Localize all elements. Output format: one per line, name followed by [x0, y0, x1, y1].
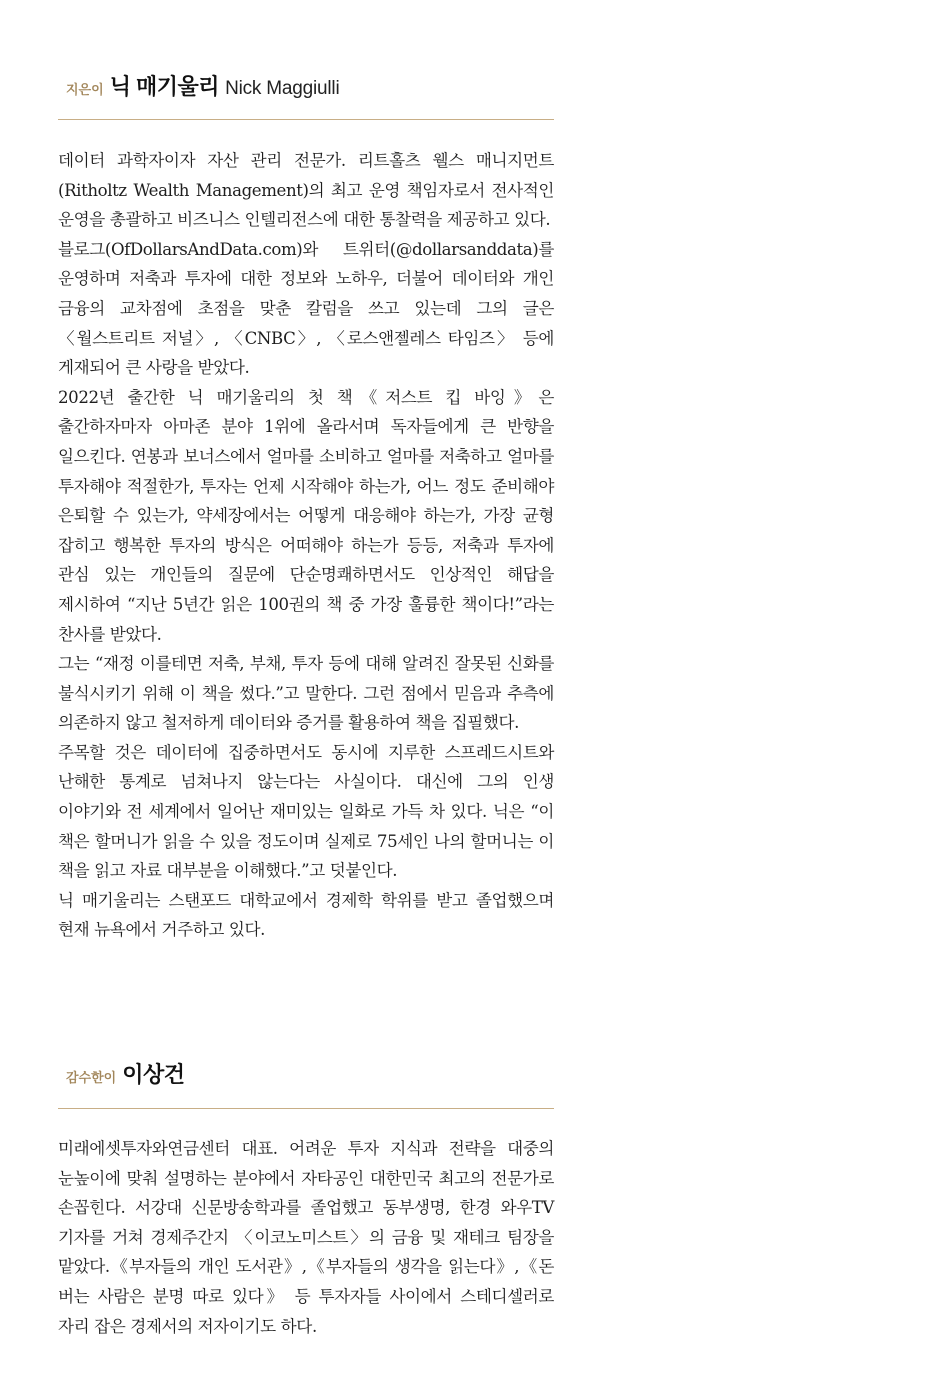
- author-bio-paragraph: 주목할 것은 데이터에 집중하면서도 동시에 지루한 스프레드시트와 난해한 통계로 넘쳐나지 않는다는 사실이다. 대신에 그의 인생 이야기와 전 세계에서 일어난 재미있는 일화로 가득 차 있다. 닉은 “이 책은 할머니가 읽을 수 있을 정도이며 실제로 75세인 나의 할머니는 이 책을 읽고 자료 대부분을 이해했다.”고 덧붙인다.: [58, 742, 554, 881]
- author-name-korean: 닉 매기울리: [109, 74, 220, 99]
- author-bio-paragraph: 닉 매기울리는 스탠포드 대학교에서 경제학 학위를 받고 졸업했으며 현재 뉴욕에서 거주하고 있다.: [58, 890, 554, 940]
- supervisor-header: [58, 1058, 554, 1089]
- author-bio-paragraph: 2022년 출간한 닉 매기울리의 첫 책《저스트 킵 바잉》은 출간하자마자 아마존 분야 1위에 올라서며 독자들에게 큰 반향을 일으킨다. 연봉과 보너스에서 얼마를 소비하고 얼마를 저축하고 얼마를 투자해야 적절한가, 투자는 언제 시작해야 하는가, 어느 정도 준비해야 은퇴할 수 있는가, 약세장에서는 어떻게 대응해야 하는가, 가장 균형 잡히고 행복한 투자의 방식은 어떠해야 하는가 등등, 저축과 투자에 관심 있는 개인들의 질문에 단순명쾌하면서도 인상적인 해답을 제시하여 “지난 5년간 읽은 100권의 책 중 가장 훌륭한 책이다!”라는 찬사를 받았다.: [58, 387, 554, 644]
- supervisor-divider: [58, 1108, 554, 1109]
- author-bio-paragraph: 데이터 과학자이자 자산 관리 전문가. 리트홀츠 웰스 매니지먼트(Ritholtz Wealth Management)의 최고 운영 책임자로서 전사적인 운영을 총괄하고 비즈니스 인텔리전스에 대한 통찰력을 제공하고 있다.: [58, 151, 554, 230]
- author-bio: [58, 146, 554, 945]
- author-header: [58, 70, 554, 101]
- supervisor-role-label: 감수한이: [66, 1070, 117, 1085]
- author-bio-paragraph: 블로그(OfDollarsAndData.com)와 트위터(@dollarsanddata)를 운영하며 저축과 투자에 대한 정보와 노하우, 더불어 데이터와 개인 금융의 교차점에 초점을 맞춘 칼럼을 쓰고 있는데 그의 글은 〈월스트리트 저널〉, 〈CNBC〉, 〈로스앤젤레스 타임즈〉 등에 게재되어 큰 사랑을 받았다.: [58, 239, 554, 378]
- supervisor-bio-paragraph: 미래에셋투자와연금센터 대표. 어려운 투자 지식과 전략을 대중의 눈높이에 맞춰 설명하는 분야에서 자타공인 대한민국 최고의 전문가로 손꼽힌다. 서강대 신문방송학과를 졸업했고 동부생명, 한경 와우TV 기자를 거쳐 경제주간지 〈이코노미스트〉의 금융 및 재테크 팀장을 맡았다.《부자들의 개인 도서관》,《부자들의 생각을 읽는다》,《돈 버는 사람은 분명 따로 있다》 등 투자자들 사이에서 스테디셀러로 자리 잡은 경제서의 저자이기도 하다.: [58, 1139, 554, 1336]
- supervisor-name-korean: 이상건: [122, 1062, 185, 1087]
- author-role-label: 지은이: [66, 82, 104, 97]
- author-name-english: Nick Maggiulli: [225, 78, 340, 99]
- author-bio-paragraph: 그는 “재정 이를테면 저축, 부채, 투자 등에 대해 알려진 잘못된 신화를 불식시키기 위해 이 책을 썼다.”고 말한다. 그런 점에서 믿음과 추측에 의존하지 않고 철저하게 데이터와 증거를 활용하여 책을 집필했다.: [58, 654, 554, 733]
- supervisor-bio: [58, 1134, 554, 1341]
- author-divider: [58, 119, 554, 120]
